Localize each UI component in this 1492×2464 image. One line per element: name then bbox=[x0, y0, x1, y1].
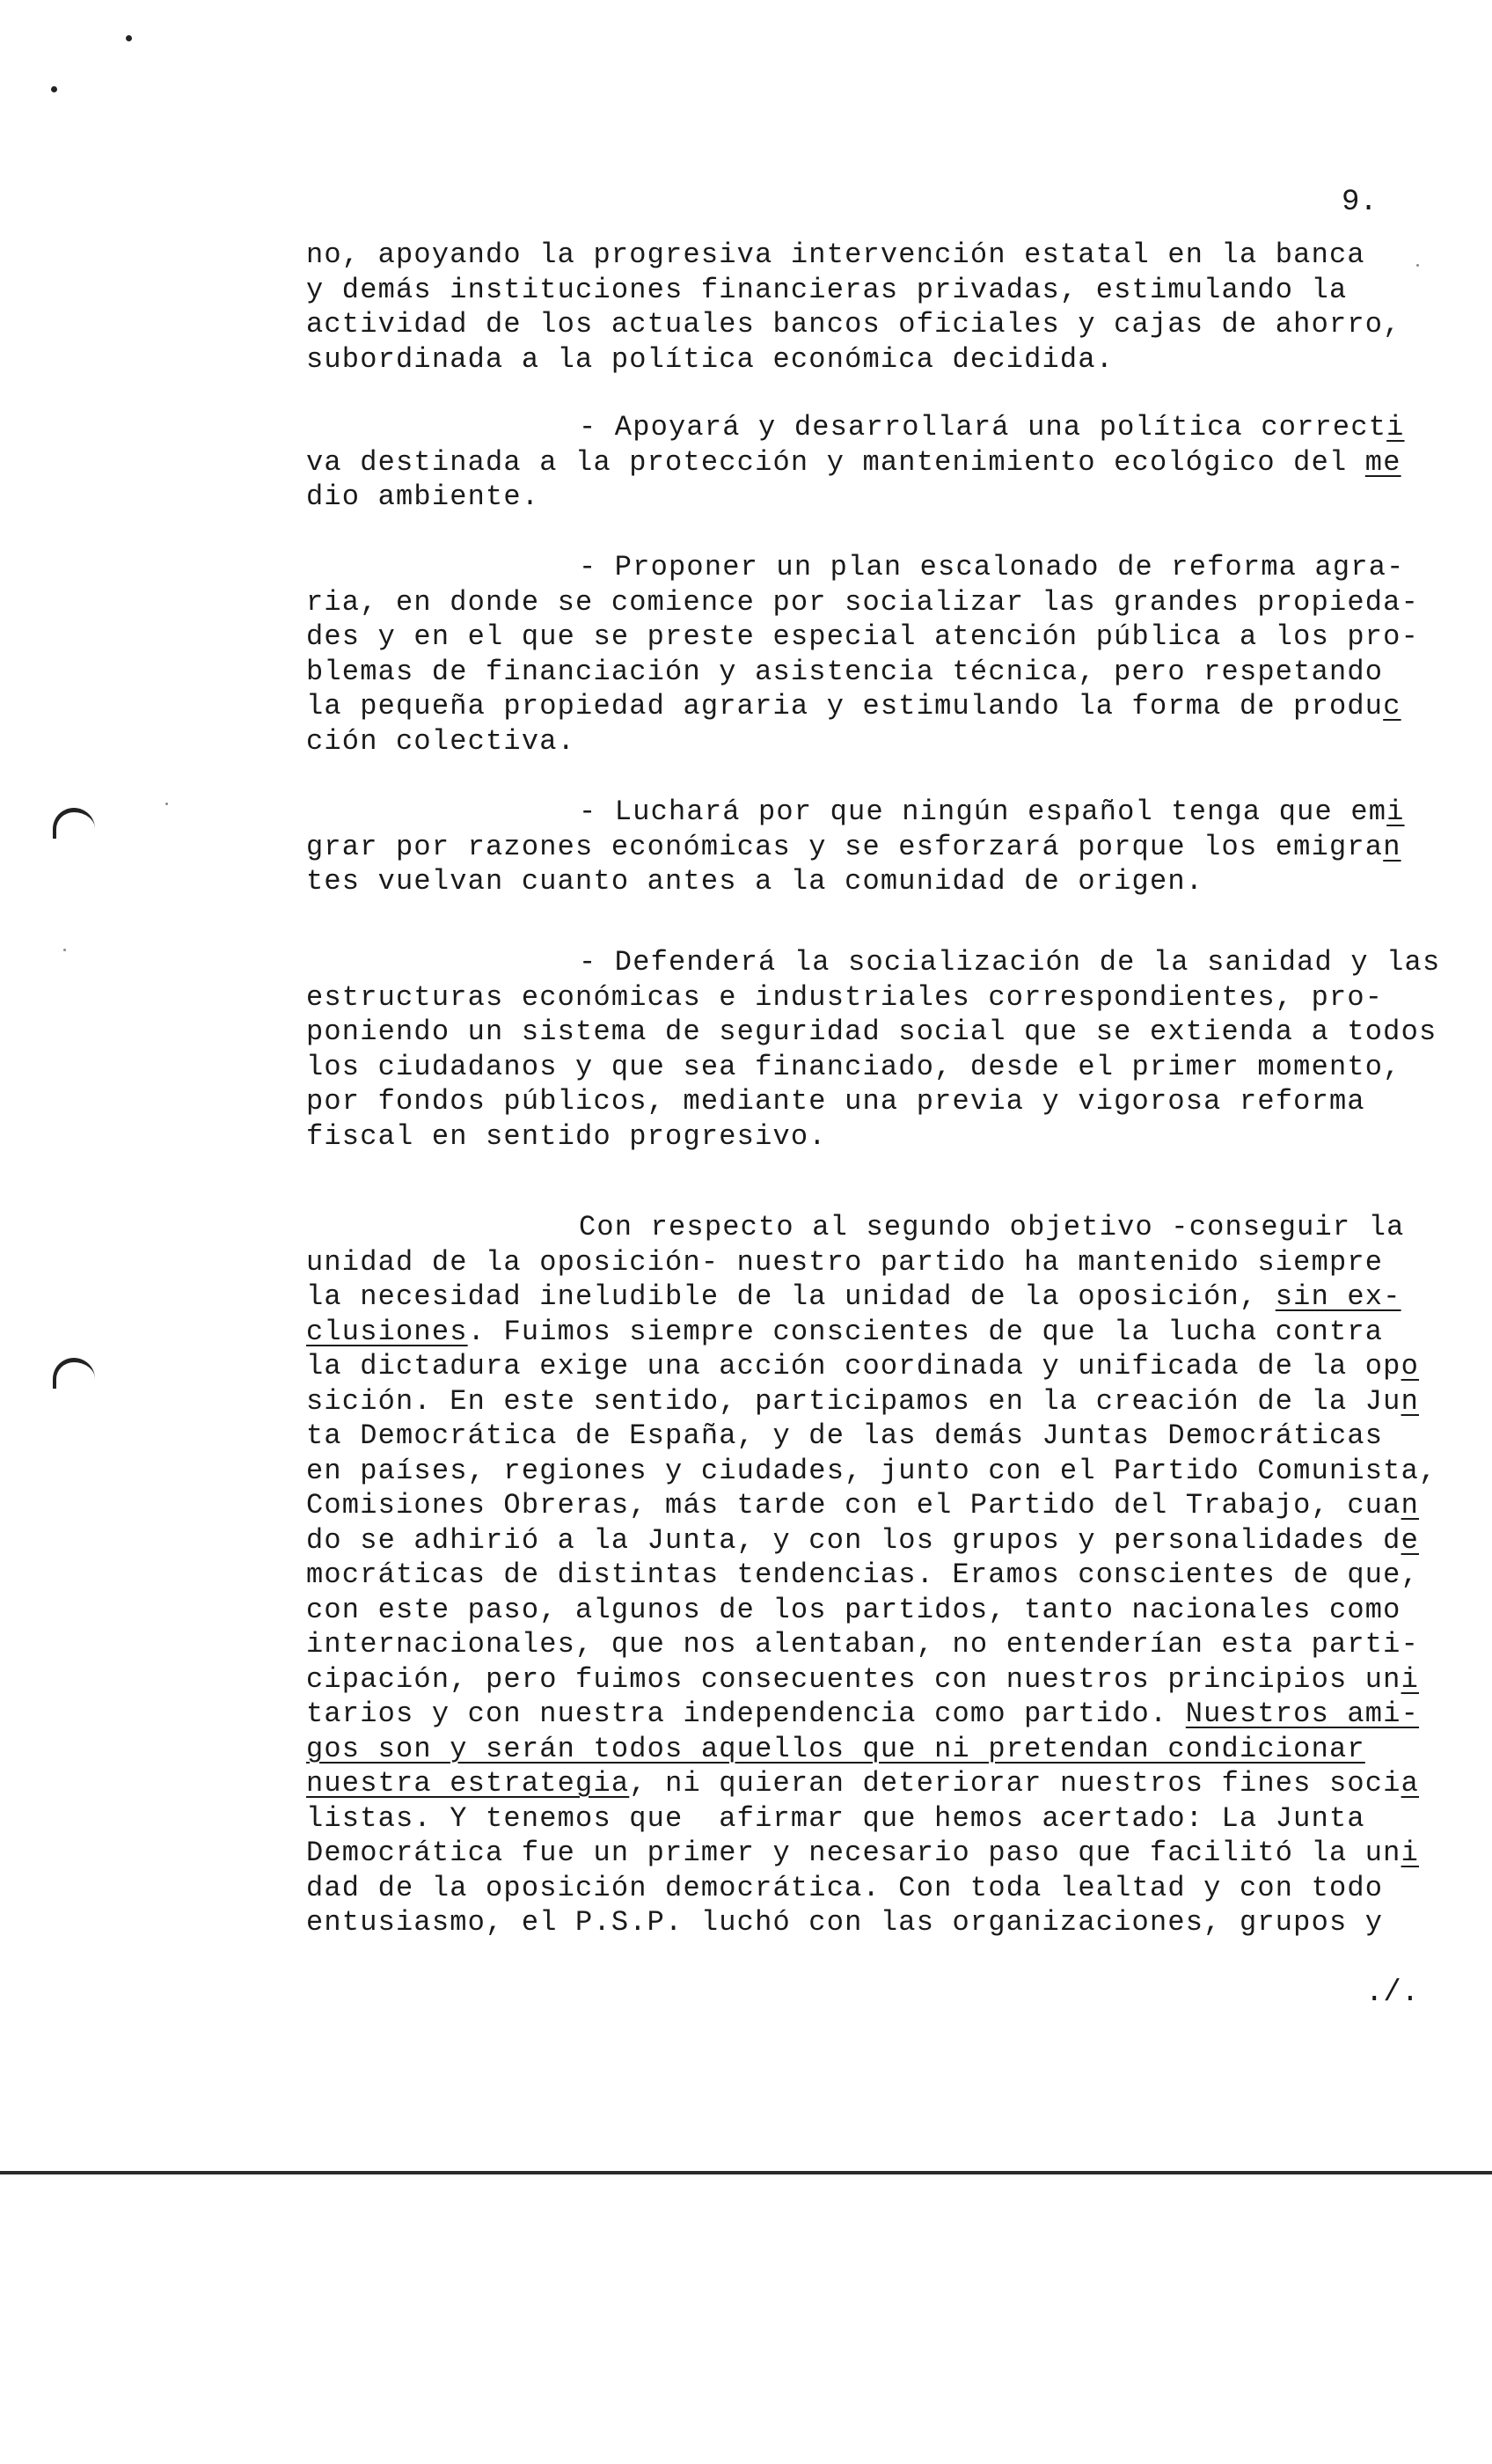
text-line bbox=[306, 945, 1450, 980]
scan-speck bbox=[51, 86, 57, 92]
paragraph bbox=[306, 550, 1450, 759]
text-line bbox=[306, 1349, 1450, 1384]
text-run: la pequeña propiedad agraria y estimulando la forma de produ bbox=[306, 690, 1384, 722]
underlined-text: me bbox=[1364, 445, 1401, 479]
text-run: ria, en donde se comience por socializar las grandes propieda- bbox=[306, 585, 1419, 619]
text-line bbox=[306, 980, 1450, 1016]
text-line bbox=[306, 480, 1450, 515]
text-line bbox=[306, 1558, 1450, 1593]
text-run: sición. En este sentido, participamos en la creación de la Ju bbox=[306, 1384, 1401, 1418]
text-line bbox=[306, 1245, 1450, 1280]
text-run: tes vuelvan cuanto antes a la comunidad de origen. bbox=[306, 865, 1204, 898]
text-run: Comisiones Obreras, más tarde con el Partido del Trabajo, cua bbox=[306, 1489, 1401, 1522]
text-line bbox=[306, 830, 1450, 865]
text-line bbox=[306, 1119, 1450, 1155]
underlined-text: a bbox=[1401, 1767, 1420, 1800]
text-run: grar por razones económicas y se esforzará porque los emigra bbox=[306, 830, 1384, 863]
text-run: poniendo un sistema de seguridad social que se extienda a todos bbox=[306, 1016, 1437, 1048]
text-run: internacionales, que nos alentaban, no entenderían esta parti- bbox=[306, 1628, 1419, 1661]
text-line bbox=[306, 1454, 1450, 1489]
text-run: los ciudadanos y que sea financiado, desde el primer momento, bbox=[306, 1050, 1401, 1083]
text-line bbox=[306, 1280, 1450, 1315]
text-run: con este paso, algunos de los partidos, tanto nacionales como bbox=[306, 1593, 1401, 1626]
text-run: mocráticas de distintas tendencias. Eramos conscientes de que, bbox=[306, 1558, 1419, 1591]
text-line bbox=[306, 1732, 1450, 1767]
text-run: - Apoyará y desarrollará una política correct bbox=[579, 411, 1387, 444]
binding-mark bbox=[53, 808, 95, 839]
text-run: cipación, pero fuimos consecuentes con nuestros principios un bbox=[306, 1662, 1401, 1696]
text-run: en países, regiones y ciudades, junto con el Partido Comunista, bbox=[306, 1454, 1437, 1487]
text-run: tarios y con nuestra independencia como partido. bbox=[306, 1698, 1186, 1730]
text-run: do se adhirió a la Junta, y con los grupos y personalidades d bbox=[306, 1523, 1401, 1557]
underlined-text: o bbox=[1401, 1350, 1419, 1382]
text-run: subordinada a la política económica decidida. bbox=[306, 342, 1115, 376]
text-line bbox=[306, 1210, 1450, 1245]
text-run: la dictadura exige una acción coordinada y unificada de la op bbox=[306, 1350, 1401, 1382]
text-run: ta Democrática de España, y de las demás Juntas Democráticas bbox=[306, 1419, 1384, 1452]
text-line bbox=[306, 1384, 1450, 1419]
text-line bbox=[306, 1871, 1450, 1906]
scan-speck bbox=[126, 35, 132, 41]
text-line bbox=[306, 1593, 1450, 1628]
text-line bbox=[306, 1084, 1450, 1119]
text-line bbox=[306, 1801, 1450, 1837]
paragraph bbox=[306, 1210, 1450, 1940]
underlined-text: nuestra estrategia bbox=[306, 1767, 630, 1800]
underlined-text: i bbox=[1386, 796, 1405, 828]
text-line bbox=[306, 1419, 1450, 1454]
text-line bbox=[306, 342, 1450, 378]
text-line bbox=[306, 273, 1450, 308]
text-run: la necesidad ineludible de la unidad de la oposición, bbox=[306, 1280, 1276, 1313]
text-run: unidad de la oposición- nuestro partido ha mantenido siempre bbox=[306, 1245, 1384, 1279]
scan-speck bbox=[165, 803, 168, 805]
underlined-text: gos son y serán todos aquellos que ni pretendan condicionar bbox=[306, 1732, 1365, 1765]
text-line bbox=[306, 1488, 1450, 1523]
text-run: blemas de financiación y asistencia técnica, pero respetando bbox=[306, 655, 1384, 688]
text-line bbox=[306, 795, 1450, 830]
underlined-text: i bbox=[1401, 1837, 1419, 1869]
underlined-text: n bbox=[1383, 830, 1401, 863]
text-run: dio ambiente. bbox=[306, 480, 540, 513]
text-run: des y en el que se preste especial atención pública a los pro- bbox=[306, 620, 1419, 653]
text-run: Democrática fue un primer y necesario paso que facilitó la un bbox=[306, 1837, 1401, 1869]
underlined-text: i bbox=[1401, 1662, 1419, 1696]
text-line bbox=[306, 1315, 1450, 1350]
text-run: . Fuimos siempre conscientes de que la lucha contra bbox=[467, 1315, 1384, 1348]
paragraph bbox=[306, 238, 1450, 377]
text-run: listas. Y tenemos que afirmar que hemos acertado: La Junta bbox=[306, 1801, 1365, 1835]
text-run: no, apoyando la progresiva intervención estatal en la banca bbox=[306, 238, 1365, 271]
underlined-text: Nuestros ami- bbox=[1185, 1698, 1420, 1730]
text-run: y demás instituciones financieras privadas, estimulando la bbox=[306, 273, 1348, 306]
text-line bbox=[306, 655, 1450, 690]
text-line bbox=[306, 1662, 1450, 1698]
text-run: - Luchará por que ningún español tenga que em bbox=[579, 796, 1387, 828]
paragraph bbox=[306, 945, 1450, 1154]
text-run: , ni quieran deteriorar nuestros fines soci bbox=[629, 1767, 1401, 1800]
text-run: ción colectiva. bbox=[306, 724, 576, 758]
paragraph bbox=[306, 795, 1450, 899]
underlined-text: e bbox=[1401, 1523, 1419, 1557]
text-run: Con respecto al segundo objetivo -conseguir la bbox=[579, 1211, 1405, 1243]
binding-mark bbox=[53, 1358, 95, 1389]
text-run: fiscal en sentido progresivo. bbox=[306, 1119, 827, 1153]
text-line bbox=[306, 864, 1450, 899]
text-line bbox=[306, 410, 1450, 445]
text-line bbox=[306, 585, 1450, 620]
page-bottom-rule bbox=[0, 2171, 1492, 2174]
underlined-text: i bbox=[1386, 411, 1405, 444]
continuation-mark: ./. bbox=[1365, 1976, 1420, 2010]
underlined-text: c bbox=[1383, 690, 1401, 722]
text-line bbox=[306, 1523, 1450, 1558]
text-line bbox=[306, 445, 1450, 480]
text-line bbox=[306, 550, 1450, 585]
underlined-text: n bbox=[1401, 1489, 1419, 1522]
text-line bbox=[306, 1697, 1450, 1732]
text-run: estructuras económicas e industriales correspondientes, pro- bbox=[306, 980, 1384, 1014]
text-line bbox=[306, 1766, 1450, 1801]
text-line bbox=[306, 238, 1450, 273]
underlined-text: sin ex- bbox=[1275, 1280, 1401, 1313]
text-run: por fondos públicos, mediante una previa y vigorosa reforma bbox=[306, 1085, 1365, 1118]
text-run: actividad de los actuales bancos oficiales y cajas de ahorro, bbox=[306, 308, 1401, 341]
scan-speck bbox=[63, 949, 66, 951]
underlined-text: n bbox=[1401, 1384, 1419, 1418]
text-line bbox=[306, 1627, 1450, 1662]
text-run: - Defenderá la socialización de la sanidad y las bbox=[579, 946, 1441, 979]
text-line bbox=[306, 689, 1450, 724]
text-run: va destinada a la protección y mantenimiento ecológico del bbox=[306, 445, 1365, 479]
paragraph bbox=[306, 410, 1450, 515]
text-line bbox=[306, 307, 1450, 342]
text-run: entusiasmo, el P.S.P. luchó con las organizaciones, grupos y bbox=[306, 1906, 1384, 1939]
underlined-text: clusiones bbox=[306, 1315, 468, 1348]
text-line bbox=[306, 1836, 1450, 1871]
text-line bbox=[306, 620, 1450, 655]
text-line bbox=[306, 1050, 1450, 1085]
text-line bbox=[306, 1905, 1450, 1940]
text-run: - Proponer un plan escalonado de reforma agra- bbox=[579, 551, 1405, 583]
text-run: dad de la oposición democrática. Con toda lealtad y con todo bbox=[306, 1871, 1384, 1904]
text-line bbox=[306, 724, 1450, 759]
page-number: 9. bbox=[1342, 186, 1378, 219]
text-line bbox=[306, 1015, 1450, 1050]
